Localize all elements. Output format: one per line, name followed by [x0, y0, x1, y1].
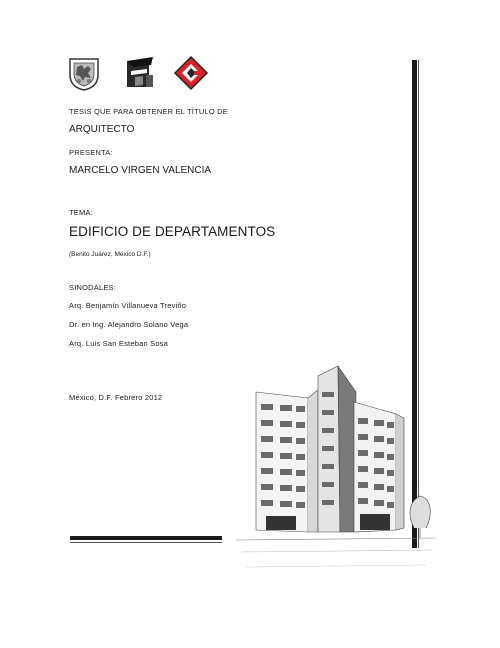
committee-member: Dr. en Ing. Alejandro Solano Vega — [69, 320, 189, 329]
committee-member: Arq. Luis San Esteban Sosa — [69, 339, 169, 348]
horizontal-rule-thin — [70, 542, 222, 543]
location-note: (Benito Juárez, México D.F.) — [69, 251, 151, 258]
topic-title: EDIFICIO DE DEPARTAMENTOS — [69, 224, 276, 239]
place-date: México, D.F. Febrero 2012 — [69, 393, 163, 402]
horizontal-rule — [70, 536, 222, 540]
committee-member: Arq. Benjamín Villanueva Treviño — [69, 301, 187, 310]
logo-strip — [66, 55, 216, 95]
author-name: MARCELO VIRGEN VALENCIA — [69, 165, 212, 176]
fa-logo-icon — [121, 55, 157, 91]
topic-label: TEMA: — [69, 208, 93, 217]
committee-label: SINODALES: — [69, 283, 117, 292]
thesis-intro: TESIS QUE PARA OBTENER EL TÍTULO DE — [69, 107, 228, 116]
unam-crest-icon — [66, 55, 102, 91]
presents-label: PRESENTA: — [69, 148, 113, 157]
red-c-icon — [173, 55, 209, 91]
degree-title: ARQUITECTO — [69, 124, 135, 135]
building-sketch-image — [236, 362, 436, 582]
